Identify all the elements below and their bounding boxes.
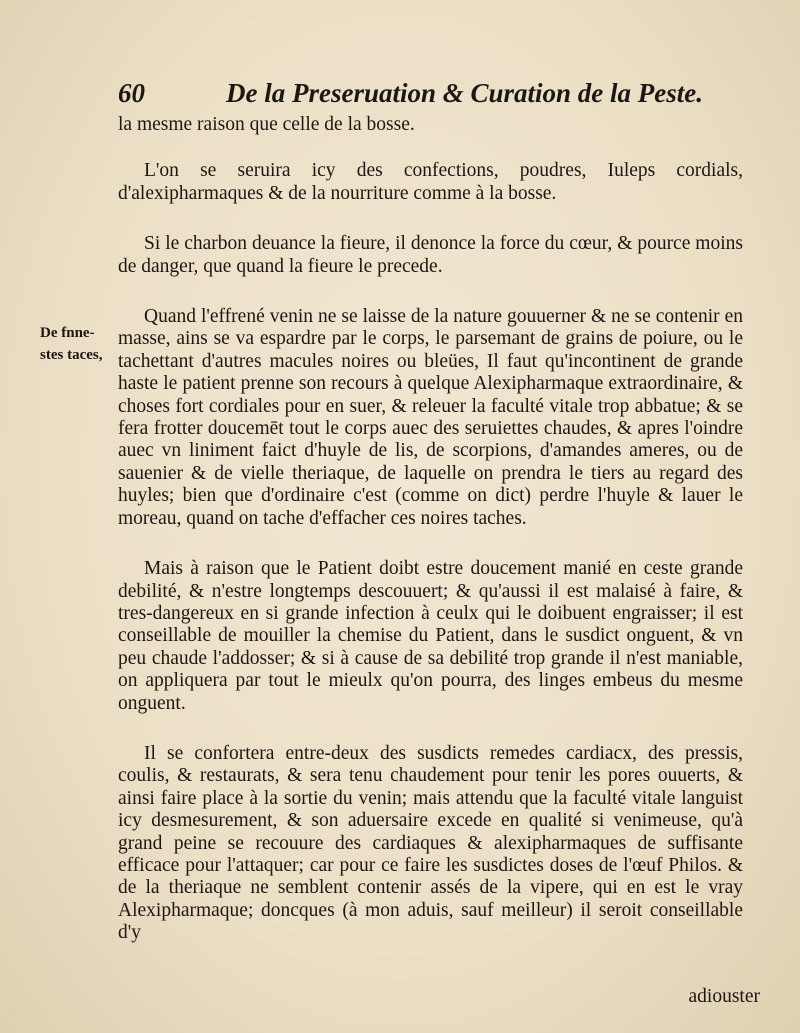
page-header	[118, 78, 704, 114]
body-text	[118, 114, 743, 973]
page-number: 60	[118, 78, 145, 108]
margin-note	[40, 322, 122, 366]
paragraph: Il se confortera entre-deux des susdicts remedes cardiacx, des pressis, coulis, & restaurats, & sera tenu chaudement pour tenir les pores ouuerts, & ainsi faire place à la sortie du venin; mais attendu que la faculté vitale languist icy desmesurement, & son aduersaire excede en qualité si venimeuse, qu'à grand peine se recouure des cardiaques & alexipharmaques de suffisante efficace pour l'attaquer; car pour ce faire les susdictes doses de l'œuf Philos. & de la theriaque ne semblent contenir assés de la vipere, qui en est le vray Alexipharmaque; doncques (à mon aduis, sauf meilleur) il seroit conseillable d'y	[118, 742, 743, 944]
paragraph: Quand l'effrené venin ne se laisse de la nature gouuerner & ne se contenir en masse, ains se va espardre par le corps, le parsemant de grains de poiure, ou le tachettant d'autres macules noires ou bleües, Il faut qu'incontinent de grande haste le patient prenne son recours à quelque Alexipharmaque extraordinaire, & choses fort cordiales pour en suer, & releuer la faculté vitale trop abbatue; & se fera frotter doucemēt tout le corps auec des seruiettes chaudes, & apres l'oindre auec vn liniment faict d'huyle de lis, de scorpions, d'amandes ameres, ou de sauenier & de vielle theriaque, de laquelle on prendra le tiers au regard des huyles; bien que d'ordinaire c'est (comme on dict) perdre l'huyle & lauer le moreau, quand on tache d'effacher ces noires taches.	[118, 306, 743, 529]
paragraph: Mais à raison que le Patient doibt estre doucement manié en ceste grande debilité, & n'estre longtemps descouuert; & qu'aussi il est malaisé à faire, & tres-dangereux en si grande infection à ceulx qui le doibuent engraisser; il est conseillable de mouiller la chemise du Patient, dans le susdict onguent, & vn peu chaude l'addosser; & si à cause de sa debilité trop grande il n'est maniable, on appliquera par tout le mieulx qu'on pourra, des linges embeus du mesme onguent.	[118, 558, 743, 714]
catchword: adiouster	[688, 986, 760, 1007]
running-title: De la Preseruation & Curation de la Peste.	[226, 78, 704, 108]
margin-note-line: stes taces,	[40, 347, 103, 363]
paragraph: la mesme raison que celle de la bosse.	[118, 114, 415, 135]
margin-note-line: De fnne-	[40, 325, 95, 341]
paragraph: Si le charbon deuance la fieure, il denonce la force du cœur, & pource moins de danger, que quand la fieure le precede.	[118, 233, 743, 277]
paragraph: L'on se seruira icy des confections, poudres, Iuleps cordials, d'alexipharmaques & de la nourriture comme à la bosse.	[118, 160, 743, 204]
